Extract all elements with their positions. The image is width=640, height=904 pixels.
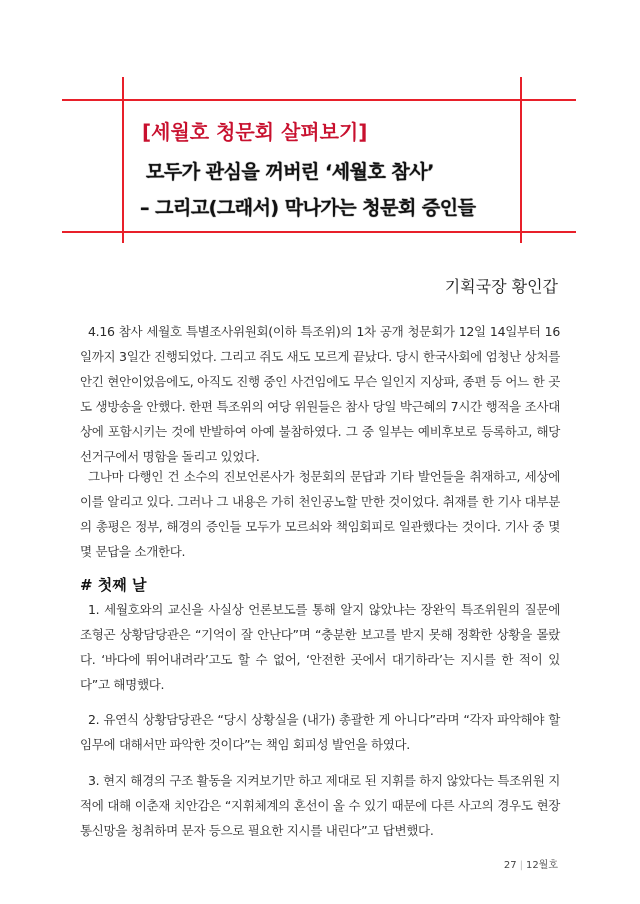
title-rule-bottom: [62, 231, 576, 233]
day1-item-1: 1. 세월호와의 교신을 사실상 언론보도를 통해 알지 않았냐는 장완익 특조위원의 질문에 조형곤 상황담당관은 “기억이 잘 안난다”며 “충분한 보고를 받지 못해 정확한 상황을 몰랐다. ‘바다에 뛰어내려라’고도 할 수 없어, ‘안전한 곳에서 대기하라’는 지시를 한 적이 있다”고 해명했다.: [80, 602, 560, 692]
author-byline: 기획국장 황인갑: [444, 277, 558, 296]
issue-label: 12월호: [525, 860, 558, 871]
title-rule-left: [122, 77, 124, 243]
page-number: 27: [503, 860, 517, 871]
footer-separator: |: [519, 860, 523, 871]
day1-item-3: 3. 현지 해경의 구조 활동을 지켜보기만 하고 제대로 된 지휘를 하지 않았다는 특조위원 지적에 대해 이춘재 치안감은 “지휘체계의 혼선이 올 수 있기 때문에 다른 사고의 경우도 현장 통신망을 청취하며 문자 등으로 필요한 지시를 내린다”고 답변했다.: [80, 773, 560, 838]
title-rule-top: [62, 99, 576, 101]
paragraph-intro: 4.16 참사 세월호 특별조사위원회(이하 특조위)의 1차 공개 청문회가 12일 14일부터 16일까지 3일간 진행되었다. 그리고 쥐도 새도 모르게 끝났다. 당시 한국사회에 엄청난 상처를 안긴 현안이었음에도, 아직도 진행 중인 사건임에도 무슨 일인지 지상파, 종편 등 어느 한 곳도 생방송을 안했다. 한편 특조위의 여당 위원들은 참사 당일 박근혜의 7시간 행적을 조사대상에 포함시키는 것에 반발하여 아예 불참하였다. 그 중 일부는 예비후보로 등록하고, 해당 선거구에서 명함을 돌리고 있었다.: [80, 324, 560, 464]
title-rule-right: [520, 77, 522, 243]
headline-line-1: 모두가 관심을 꺼버린 ‘세월호 참사’: [146, 161, 434, 183]
page-footer: [504, 856, 558, 871]
day1-item-2: 2. 유연식 상황담당관은 “당시 상황실을 (내가) 총괄한 게 아니다”라며 “각자 파악해야 할 임무에 대해서만 파악한 것이다”는 책임 회피성 발언을 하였다.: [80, 712, 560, 752]
headline-line-2: – 그리고(그래서) 막나가는 청문회 증인들: [140, 197, 476, 219]
section-title-day1: # 첫째 날: [80, 576, 147, 594]
series-title: [세월호 청문회 살펴보기]: [142, 120, 368, 144]
paragraph-context: 그나마 다행인 건 소수의 진보언론사가 청문회의 문답과 기타 발언들을 취재하고, 세상에 이를 알리고 있다. 그러나 그 내용은 가히 천인공노할 만한 것이었다. 취재를 한 기사 대부분의 총평은 정부, 해경의 증인들 모두가 모르쇠와 책임회피로 일관했다는 것이다. 기사 중 몇몇 문답을 소개한다.: [80, 469, 560, 559]
